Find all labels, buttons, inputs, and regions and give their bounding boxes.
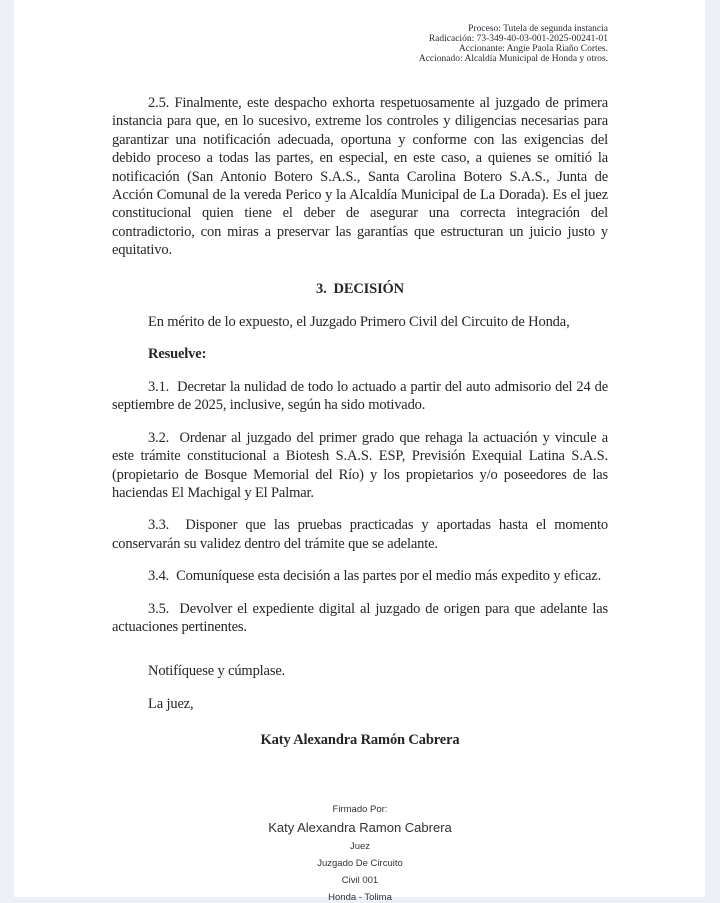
resolution-item-3-4: 3.4. Comuníquese esta decisión a las partes por el medio más expedito y eficaz. — [148, 568, 602, 585]
case-header-accionado: Accionado: Alcaldía Municipal de Honda y otros. — [418, 54, 608, 64]
resolution-item-3-1: 3.1. Decretar la nulidad de todo lo actuado a partir del auto admisorio del 24 de septiembre de 2025, inclusive, según ha sido motivado. — [112, 378, 608, 414]
case-header-radicacion: Radicación: 73-349-40-03-001-2025-00241-01 — [428, 34, 608, 44]
resuelve-label: Resuelve: — [148, 346, 207, 363]
signature-block — [112, 804, 608, 903]
signed-by-label: Firmado Por: — [332, 803, 388, 815]
document-page — [14, 0, 705, 903]
resolution-item-3-3: 3.3. Disponer que las pruebas practicadas y aportadas hasta el momento conservarán su validez dentro del trámite que se adelante. — [112, 517, 608, 552]
resolution-item-3-5: 3.5. Devolver el expediente digital al juzgado de origen para que adelante las actuaciones pertinentes. — [112, 600, 608, 635]
paragraph-2-5: 2.5. Finalmente, este despacho exhorta respetuosamente al juzgado de primera instancia para que, en lo sucesivo, extreme los controles y diligencias necesarias para garantizar una notificación adecuada, oportuna y conforme con las exigencias del debido proceso a todas las partes, en especial, en este caso, a quienes se omitió la notificación (San Antonio Botero S.A.S., Santa Carolina Botero S.A.S., Junta de Acción Comunal de la vereda Perico y la Alcaldía Municipal de La Dorada). Es el juez constitucional quien tiene el deber de asegurar una correcta integración del contradictorio, con miras a preservar las garantías que estructuran un juicio justo y equitativo. — [112, 95, 608, 259]
case-header-proceso: Proceso: Tutela de segunda instancia — [468, 24, 608, 34]
signer-court: Juzgado De Circuito — [317, 857, 403, 869]
resolution-item-3-2: 3.2. Ordenar al juzgado del primer grado que rehaga la actuación y vincule a este trámite constitucional a Biotesh S.A.S. ESP, Previsión Exequial Latina S.A.S. (propietario de Bosque Memorial del Río) y los propietarios y/o poseedores de las haciendas El Machigal y El Palmar. — [112, 429, 608, 501]
signer-name: Katy Alexandra Ramon Cabrera — [268, 819, 452, 835]
signer-location: Honda - Tolima — [328, 891, 392, 903]
case-header — [112, 24, 608, 64]
signer-office: Civil 001 — [341, 874, 379, 886]
case-header-accionante: Accionante: Angie Paola Riaño Cortes. — [458, 44, 608, 54]
la-juez-line: La juez, — [148, 695, 194, 712]
notifiquese-line: Notifíquese y cúmplase. — [148, 663, 286, 680]
judge-name: Katy Alexandra Ramón Cabrera — [260, 732, 460, 749]
decision-heading: 3. DECISIÓN — [315, 280, 405, 297]
signer-role: Juez — [349, 840, 371, 852]
merito-paragraph: En mérito de lo expuesto, el Juzgado Primero Civil del Circuito de Honda, — [148, 314, 570, 331]
document-body — [112, 94, 608, 750]
